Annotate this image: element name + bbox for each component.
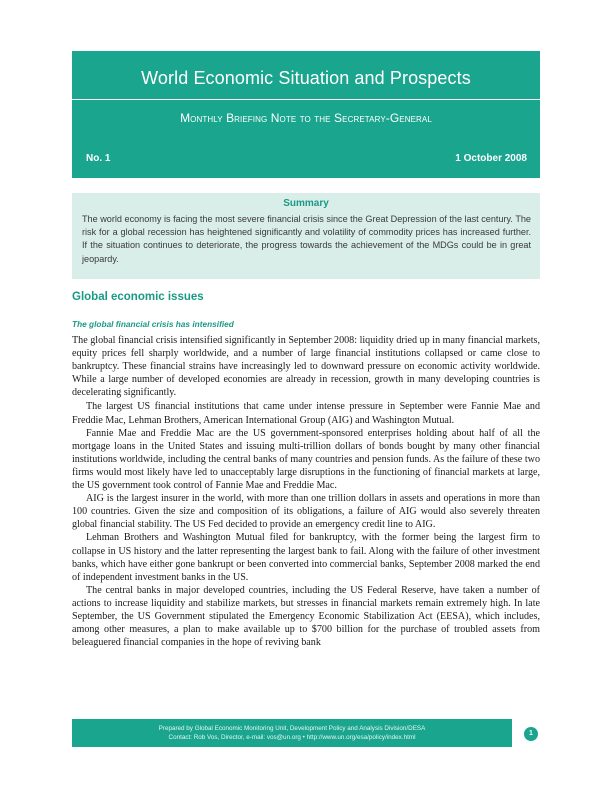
page-title: World Economic Situation and Prospects <box>141 68 471 88</box>
paragraph: Lehman Brothers and Washington Mutual filed for bankruptcy, with the former being the largest firm to collapse in US history and the latter representing the largest bank to fail. Along with the failure of other investment banks, which have either gone bankrupt or been converted into commercial banks, September 2008 marked the end of independent investment banks in the US. <box>72 532 540 583</box>
footer-bar <box>72 719 512 747</box>
issue-number: No. 1 <box>86 153 111 164</box>
summary-heading: Summary <box>283 198 329 209</box>
summary-box <box>72 193 540 279</box>
page-number: 1 <box>524 727 538 741</box>
footer-prepared-by: Prepared by Global Economic Monitoring Unit, Development Policy and Analysis Division/DESA <box>158 725 426 732</box>
summary-text: The world economy is facing the most severe financial crisis since the Great Depression of the last century. The risk for a global recession has heightened significantly and volatility of commodity prices has increased further. If the situation continues to deteriorate, the progress towards the achievement of the MDGs could be in great jeopardy. <box>82 214 531 264</box>
page-subtitle: Monthly Briefing Note to the Secretary-General <box>180 111 432 125</box>
issue-date: 1 October 2008 <box>455 153 527 164</box>
banner-divider <box>72 99 540 100</box>
body-text <box>72 334 540 649</box>
paragraph: The largest US financial institutions that came under intense pressure in September were Fannie Mae and Freddie Mac, Lehman Brothers, American International Group (AIG) and Washington Mutual. <box>72 401 540 426</box>
footer-contact: Contact: Rob Vos, Director, e-mail: vos@un.org • http://www.un.org/esa/policy/index.html <box>168 734 416 741</box>
paragraph: AIG is the largest insurer in the world, with more than one trillion dollars in assets and operations in more than 100 countries. Given the size and composition of its obligations, a failure of AIG would also severely threaten global financial stability. The US Fed decided to provide an emergency credit line to AIG. <box>72 493 540 531</box>
paragraph: The global financial crisis intensified significantly in September 2008: liquidity dried up in many financial markets, equity prices fell sharply worldwide, and a number of large financial institutions collapsed or came close to bankruptcy. These financial strains have increasingly led to downward pressure on economic activity worldwide. While a large number of developed economies are already in recession, growth in many developing countries is decelerating significantly. <box>72 335 540 399</box>
header-banner <box>72 51 540 178</box>
paragraph: Fannie Mae and Freddie Mac are the US government-sponsored enterprises holding about half of all the mortgage loans in the United States and issuing multi-trillion dollars of bonds bought by many other financial institutions worldwide, including the central banks of many countries and pension funds. As the failure of these two firms would most likely have led to unacceptably large disruptions in the functioning of financial markets at large, the US government took control of Fannie Mae and Freddie Mac. <box>72 427 540 492</box>
section-heading: Global economic issues <box>72 291 204 303</box>
section-subheading: The global financial crisis has intensified <box>72 319 234 329</box>
paragraph: The central banks in major developed countries, including the US Federal Reserve, have taken a number of actions to increase liquidity and stabilize markets, but stresses in financial markets remain extremely high. In late September, the US Government stipulated the Emergency Economic Stabilization Act (EESA), which includes, among other measures, a plan to make available up to $700 billion for the purchase of troubled assets from beleaguered financial companies in the hope of reviving bank <box>72 584 540 649</box>
